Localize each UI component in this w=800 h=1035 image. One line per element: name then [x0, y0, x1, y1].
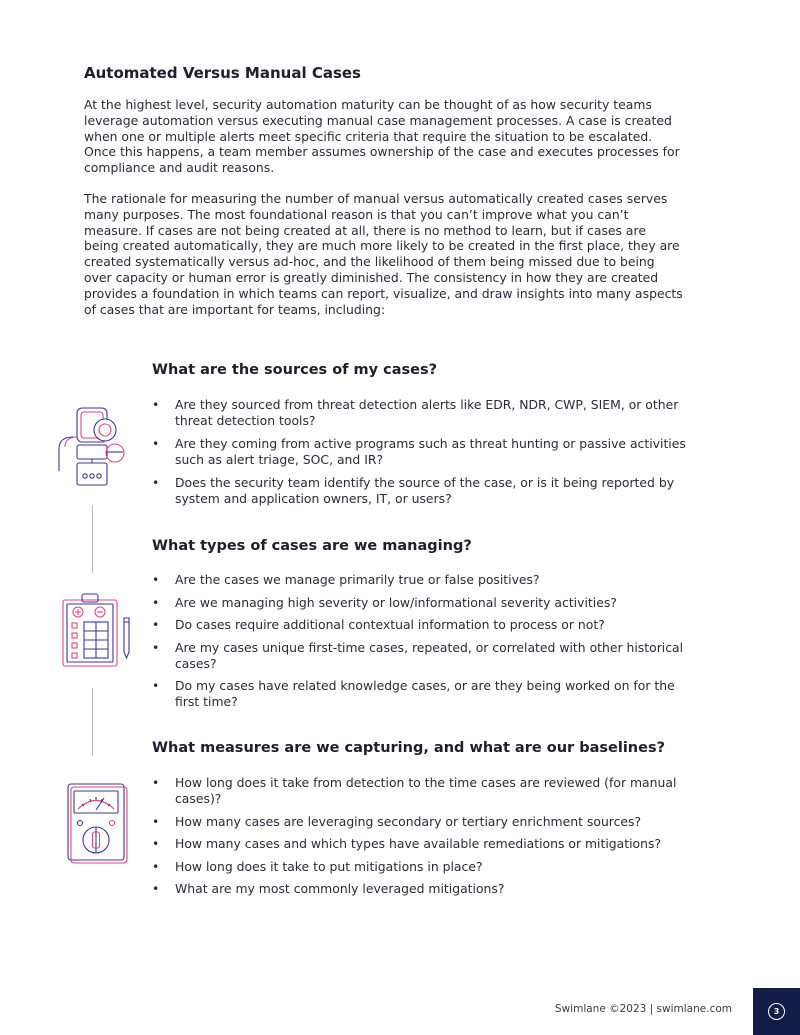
list-item: • Does the security team identify the source of the case, or is it being reported by system and application owners, IT, or users?: [152, 475, 675, 506]
section-title-sources: What are the sources of my cases?: [152, 362, 438, 378]
bullet-icon: •: [152, 436, 160, 451]
bullet-icon: •: [152, 881, 160, 896]
section-heading: Automated Versus Manual Cases: [84, 64, 361, 82]
list-item: • How long does it take to put mitigations in place?: [152, 858, 483, 874]
connector-line: [92, 688, 93, 756]
page-number: 3: [768, 1003, 785, 1020]
bullet-icon: •: [152, 397, 160, 412]
bullet-icon: •: [152, 639, 160, 655]
section-title-types: What types of cases are we managing?: [152, 538, 472, 554]
bullet-icon: •: [152, 858, 160, 874]
list-item: • What are my most commonly leveraged mitigations?: [152, 881, 505, 896]
bullet-icon: •: [152, 572, 160, 587]
multimeter-gauge-icon: [66, 782, 128, 864]
bullet-list-types: [152, 572, 692, 717]
section-title-measures: What measures are we capturing, and what are our baselines?: [152, 740, 666, 756]
bullet-icon: •: [152, 775, 160, 790]
list-item: • Are we managing high severity or low/informational severity activities?: [152, 594, 617, 610]
list-item: • Are they coming from active programs such as threat hunting or passive activities such as alert triage, SOC, and IR?: [152, 436, 686, 467]
clipboard-checklist-icon: [60, 590, 135, 670]
bullet-list-measures: [152, 775, 692, 904]
robot-icon: [55, 405, 130, 487]
intro-paragraph-1: At the highest level, security automation maturity can be thought of as how security teams leverage automation versus executing manual case management processes. A case is created when one or multiple alerts meet specific criteria that require the situation to be escalated. Once this happens, a team member assumes ownership of the case and executes processes for compliance and audit reasons.: [84, 97, 680, 176]
list-item: • Are they sourced from threat detection alerts like EDR, NDR, CWP, SIEM, or other threat detection tools?: [152, 397, 679, 428]
bullet-icon: •: [152, 475, 160, 490]
footer-copyright: Swimlane ©2023 | swimlane.com: [554, 1003, 732, 1015]
intro-paragraph-2: The rationale for measuring the number of manual versus automatically created cases serves many purposes. The most foundational reason is that you can’t improve what you can’t measure. If cases are not being created at all, there is no method to learn, but if cases are being created automatically, they are much more likely to be created in the first place, they are created systematically versus ad-hoc, and the likelihood of them being missed due to being over capacity or human error is greatly diminished. The consistency in how they are created provides a foundation in which teams can report, visualize, and draw insights into many aspects of cases that are important for teams, including:: [84, 191, 683, 317]
bullet-icon: •: [152, 678, 160, 693]
bullet-icon: •: [152, 836, 160, 851]
page-number-badge: [753, 988, 800, 1035]
list-item: • How many cases and which types have available remediations or mitigations?: [152, 836, 662, 851]
list-item: • Are the cases we manage primarily true or false positives?: [152, 572, 540, 587]
bullet-list-sources: [152, 397, 692, 507]
list-item: • How many cases are leveraging secondary or tertiary enrichment sources?: [152, 813, 642, 829]
list-item: • How long does it take from detection to the time cases are reviewed (for manual cases)?: [152, 775, 677, 806]
list-item: • Do cases require additional contextual information to process or not?: [152, 617, 605, 632]
bullet-icon: •: [152, 594, 160, 610]
bullet-icon: •: [152, 617, 160, 632]
list-item: • Are my cases unique first-time cases, repeated, or correlated with other historical cases?: [152, 639, 684, 671]
connector-line: [92, 505, 93, 573]
list-item: • Do my cases have related knowledge cases, or are they being worked on for the first time?: [152, 678, 675, 709]
bullet-icon: •: [152, 813, 160, 829]
